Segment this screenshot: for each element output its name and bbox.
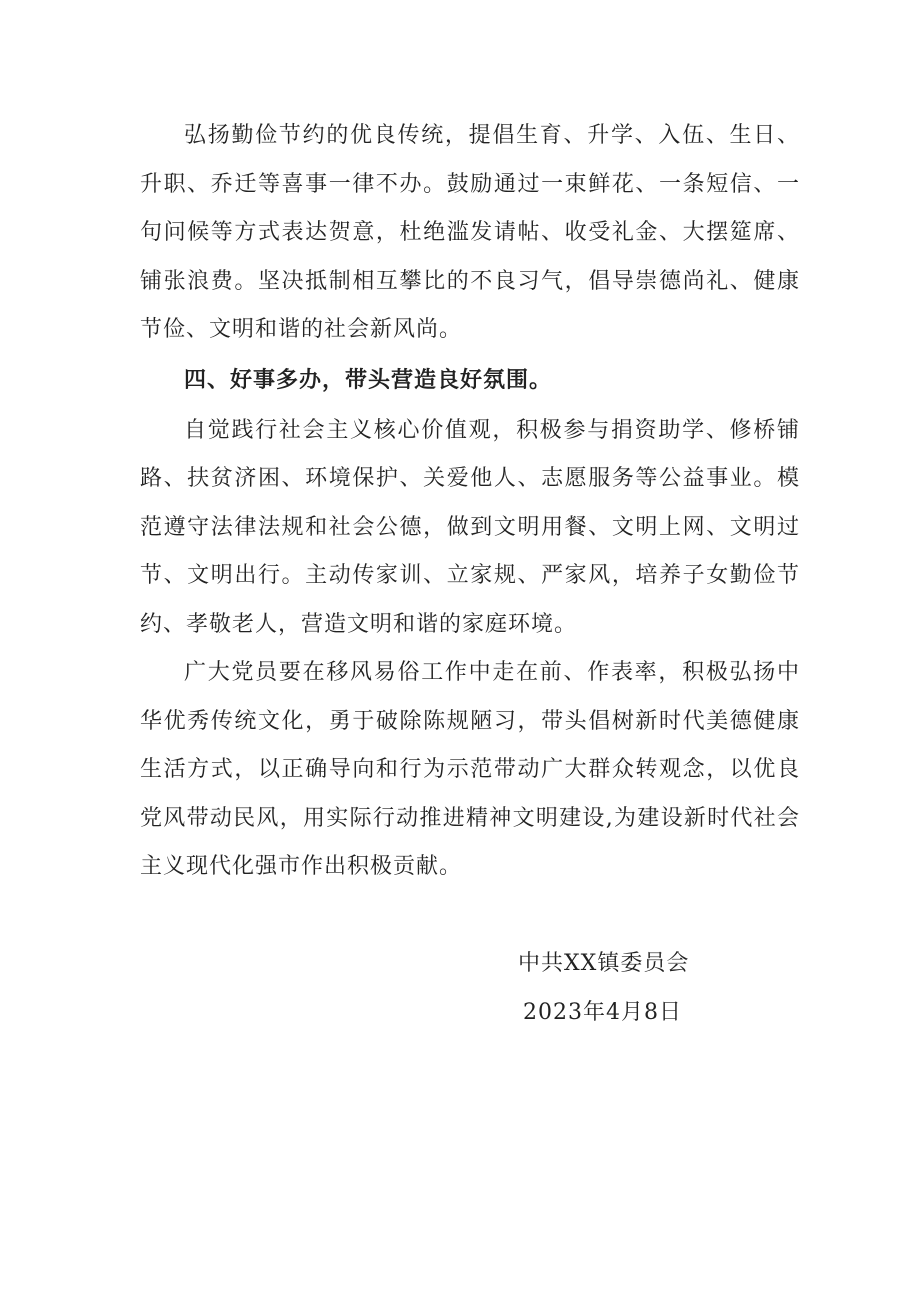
paragraph-party-members: 广大党员要在移风易俗工作中走在前、作表率，积极弘扬中华优秀传统文化，勇于破除陈规陋习，带头倡树新时代美德健康生活方式，以正确导向和行为示范带动广大群众转观念，以优良党风带动民风，用实际行动推进精神文明建设,为建设新时代社会主义现代化强市作出积极贡献。 [140,660,800,879]
signature-date: 2023年4月8日 [523,1000,682,1025]
paragraph-thrift: 弘扬勤俭节约的优良传统，提倡生育、升学、入伍、生日、升职、乔迁等喜事一律不办。鼓励通过一束鲜花、一条短信、一句问候等方式表达贺意，杜绝滥发请帖、收受礼金、大摆筵席、铺张浪费。坚决抵制相互攀比的不良习气，倡导崇德尚礼、健康节俭、文明和谐的社会新风尚。 [140,123,800,342]
document-body [140,112,800,892]
signature-organization: 中共XX镇委员会 [518,951,690,976]
paragraph-public-welfare: 自觉践行社会主义核心价值观，积极参与捐资助学、修桥铺路、扶贫济困、环境保护、关爱他人、志愿服务等公益事业。模范遵守法律法规和社会公德，做到文明用餐、文明上网、文明过节、文明出行。主动传家训、立家规、严家风，培养子女勤俭节约、孝敬老人，营造文明和谐的家庭环境。 [140,417,800,637]
section-heading-4: 四、好事多办，带头营造良好氛围。 [184,367,553,393]
